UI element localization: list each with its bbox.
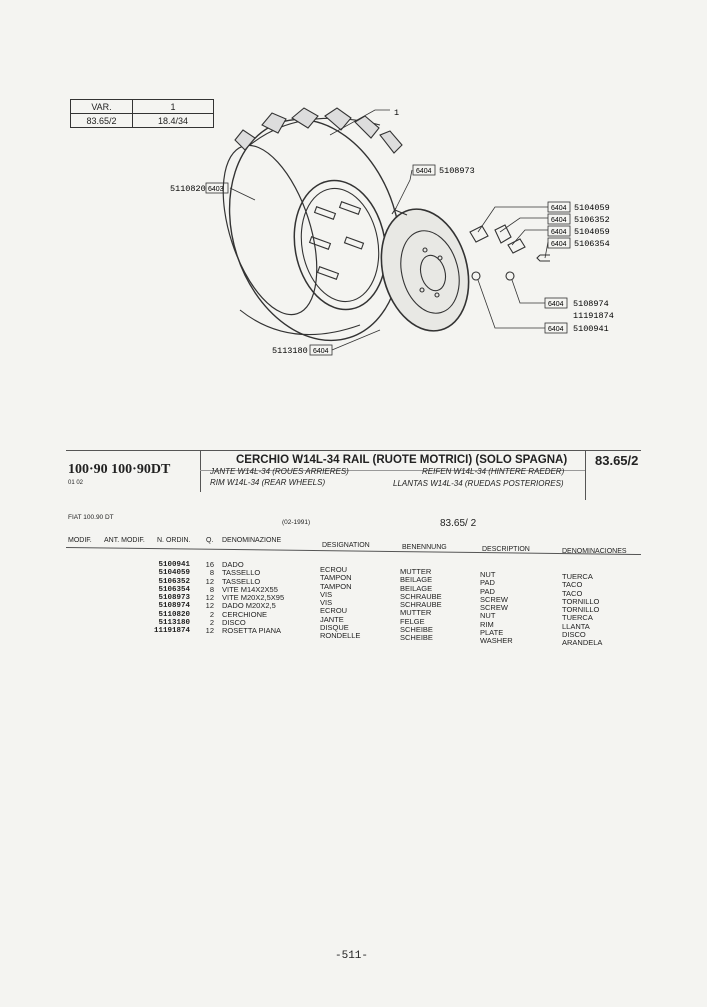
model-designation: 100·90 100·90DT xyxy=(68,462,171,477)
parts-cell-de: SCHRAUBE xyxy=(400,591,442,601)
parts-cell-de: SCHEIBE xyxy=(400,633,433,643)
parts-cell-de: FELGE xyxy=(400,616,425,626)
parts-cell-fr: VIS xyxy=(320,589,333,599)
label-5104059-b: 5104059 xyxy=(574,227,610,237)
parts-cell-en: PAD xyxy=(480,578,495,588)
parts-cell-en: SCREW xyxy=(480,603,508,613)
parts-english-column xyxy=(480,571,513,646)
parts-cell-es: ARANDELA xyxy=(562,638,603,648)
label-5106354: 5106354 xyxy=(574,239,610,249)
rim-illustration xyxy=(284,173,395,317)
title-es: LLANTAS W14L-34 (RUEDAS POSTERIORES) xyxy=(393,479,564,488)
callout-1: 1 xyxy=(394,108,400,118)
parts-cell-it: VITE M14X2X55 xyxy=(222,584,278,594)
parts-cell-code: 5110820 xyxy=(158,610,190,619)
parts-cell-code: 5100941 xyxy=(158,561,190,569)
col-denominazione: DENOMINAZIONE xyxy=(222,537,282,544)
title-fr: JANTE W14L-34 (ROUES ARRIERES) xyxy=(210,467,349,476)
col-designation: DESIGNATION xyxy=(322,542,370,549)
parts-cell-code: 5104059 xyxy=(158,569,190,578)
parts-cell-it: ROSETTA PIANA xyxy=(222,626,282,636)
parts-cell-fr: DISQUE xyxy=(320,623,349,633)
parts-german-column xyxy=(400,568,442,643)
parts-cell-fr: JANTE xyxy=(320,614,344,624)
ref-code-box: 6404 xyxy=(551,205,567,212)
parts-cell-es: TUERCA xyxy=(562,613,593,623)
parts-cell-qty: 12 xyxy=(205,576,214,586)
header-divider xyxy=(585,450,586,500)
col-n-ordin: N. ORDIN. xyxy=(157,537,191,544)
parts-cell-qty: 2 xyxy=(209,609,214,619)
label-5104059: 5104059 xyxy=(574,203,610,213)
parts-cell-de: SCHEIBE xyxy=(400,625,433,635)
parts-cell-it: VITE M20X2,5X95 xyxy=(222,593,285,603)
ref-code-box: 6404 xyxy=(551,241,567,248)
parts-cell-fr: ECROU xyxy=(320,606,348,616)
parts-cell-en: NUT xyxy=(480,611,496,621)
parts-cell-de: BEILAGE xyxy=(400,575,433,585)
parts-cell-code: 5108974 xyxy=(158,602,190,611)
parts-qty-column xyxy=(200,561,214,636)
ref-code-box: 6404 xyxy=(551,229,567,236)
parts-italian-column xyxy=(222,561,284,636)
var-header-value: 1 xyxy=(133,100,214,114)
parts-cell-code: 5113180 xyxy=(158,619,190,628)
parts-cell-it: TASSELLO xyxy=(222,576,261,586)
title-de: REIFEN W14L-34 (HINTERE RAEDER) xyxy=(422,467,565,476)
parts-cell-de: MUTTER xyxy=(400,608,432,618)
parts-cell-en: PAD xyxy=(480,586,495,596)
parts-cell-de: MUTTER xyxy=(400,567,432,576)
label-5110820: 5110820 xyxy=(170,184,206,194)
parts-cell-es: TUERCA xyxy=(562,572,593,581)
parts-cell-qty: 8 xyxy=(209,584,214,594)
var-row-size: 18.4/34 xyxy=(133,114,214,128)
parts-cell-de: BEILAGE xyxy=(400,583,433,593)
label-5100941: 5100941 xyxy=(573,324,609,334)
parts-code-column xyxy=(140,561,190,636)
col-q: Q. xyxy=(206,537,214,544)
parts-cell-fr: ECROU xyxy=(320,565,348,574)
parts-cell-en: WASHER xyxy=(480,636,513,646)
parts-cell-it: DADO M20X2,5 xyxy=(222,601,276,611)
ref-code-box: 6404 xyxy=(313,348,329,355)
section-title: CERCHIO W14L-34 RAIL (RUOTE MOTRICI) (SOLO SPAGNA) xyxy=(236,454,568,466)
ref-code-box-6403: 6403 xyxy=(208,186,224,193)
ref-code-box: 6404 xyxy=(416,168,432,175)
parts-cell-it: CERCHIONE xyxy=(222,609,268,619)
exploded-wheel-diagram xyxy=(0,0,707,440)
parts-cell-it: TASSELLO xyxy=(222,568,261,578)
parts-cell-qty: 8 xyxy=(209,568,214,578)
title-en: RIM W14L-34 (REAR WHEELS) xyxy=(210,478,326,487)
page-number: -511- xyxy=(335,950,369,962)
issue-date: (02-1991) xyxy=(282,519,311,526)
parts-spanish-column xyxy=(562,573,602,648)
col-ant-modif: ANT. MODIF. xyxy=(104,537,145,544)
parts-cell-qty: 12 xyxy=(205,593,214,603)
var-row-ref: 83.65/2 xyxy=(71,114,133,128)
col-benennung: BENENNUNG xyxy=(402,544,447,551)
ref-code-box: 6404 xyxy=(548,326,564,333)
label-5106352: 5106352 xyxy=(574,215,610,225)
parts-cell-es: TORNILLO xyxy=(562,605,600,615)
parts-cell-qty: 16 xyxy=(205,560,214,569)
parts-cell-en: SCREW xyxy=(480,594,508,604)
label-5108974: 5108974 xyxy=(573,299,609,309)
fiat-model: FIAT 100.90 DT xyxy=(68,514,114,521)
parts-cell-code: 5106354 xyxy=(158,585,190,594)
parts-cell-qty: 2 xyxy=(209,618,214,628)
parts-cell-es: LLANTA xyxy=(562,621,590,631)
parts-cell-fr: VIS xyxy=(320,598,333,608)
header-divider xyxy=(200,450,201,492)
ref-code-box: 6404 xyxy=(551,217,567,224)
parts-cell-fr: TAMPON xyxy=(320,581,352,591)
page-reference: 83.65/2 xyxy=(595,453,639,468)
parts-cell-es: TORNILLO xyxy=(562,596,600,606)
parts-cell-es: DISCO xyxy=(562,630,586,640)
col-denominaciones: DENOMINACIONES xyxy=(562,548,627,555)
parts-cell-es: TACO xyxy=(562,588,583,598)
parts-cell-qty: 12 xyxy=(205,626,214,636)
parts-cell-code: 5106352 xyxy=(158,577,190,586)
parts-cell-code: 11191874 xyxy=(153,627,190,636)
parts-cell-en: NUT xyxy=(480,570,496,579)
label-5113180: 5113180 xyxy=(272,346,308,356)
parts-cell-qty: 12 xyxy=(205,601,214,611)
label-11191874: 11191874 xyxy=(573,311,614,321)
col-modif: MODIF. xyxy=(68,537,92,544)
model-subcodes: 01 02 xyxy=(68,480,84,486)
label-5108973: 5108973 xyxy=(439,166,475,176)
ref-code-box: 6404 xyxy=(548,301,564,308)
parts-cell-fr: TAMPON xyxy=(320,573,352,583)
parts-cell-fr: RONDELLE xyxy=(320,631,361,641)
parts-cell-en: RIM xyxy=(480,619,494,629)
var-header-label: VAR. xyxy=(71,100,133,114)
parts-cell-it: DISCO xyxy=(222,618,246,628)
parts-cell-code: 5108973 xyxy=(158,594,190,603)
parts-french-column xyxy=(320,566,360,641)
group-reference: 83.65/ 2 xyxy=(440,518,477,529)
parts-cell-it: DADO xyxy=(222,560,244,569)
parts-cell-de: SCHRAUBE xyxy=(400,600,442,610)
header-top-rule xyxy=(66,450,641,451)
parts-cell-en: PLATE xyxy=(480,628,504,638)
col-description: DESCRIPTION xyxy=(482,546,530,553)
wheel-disc-illustration xyxy=(368,199,481,341)
parts-cell-es: TACO xyxy=(562,580,583,590)
